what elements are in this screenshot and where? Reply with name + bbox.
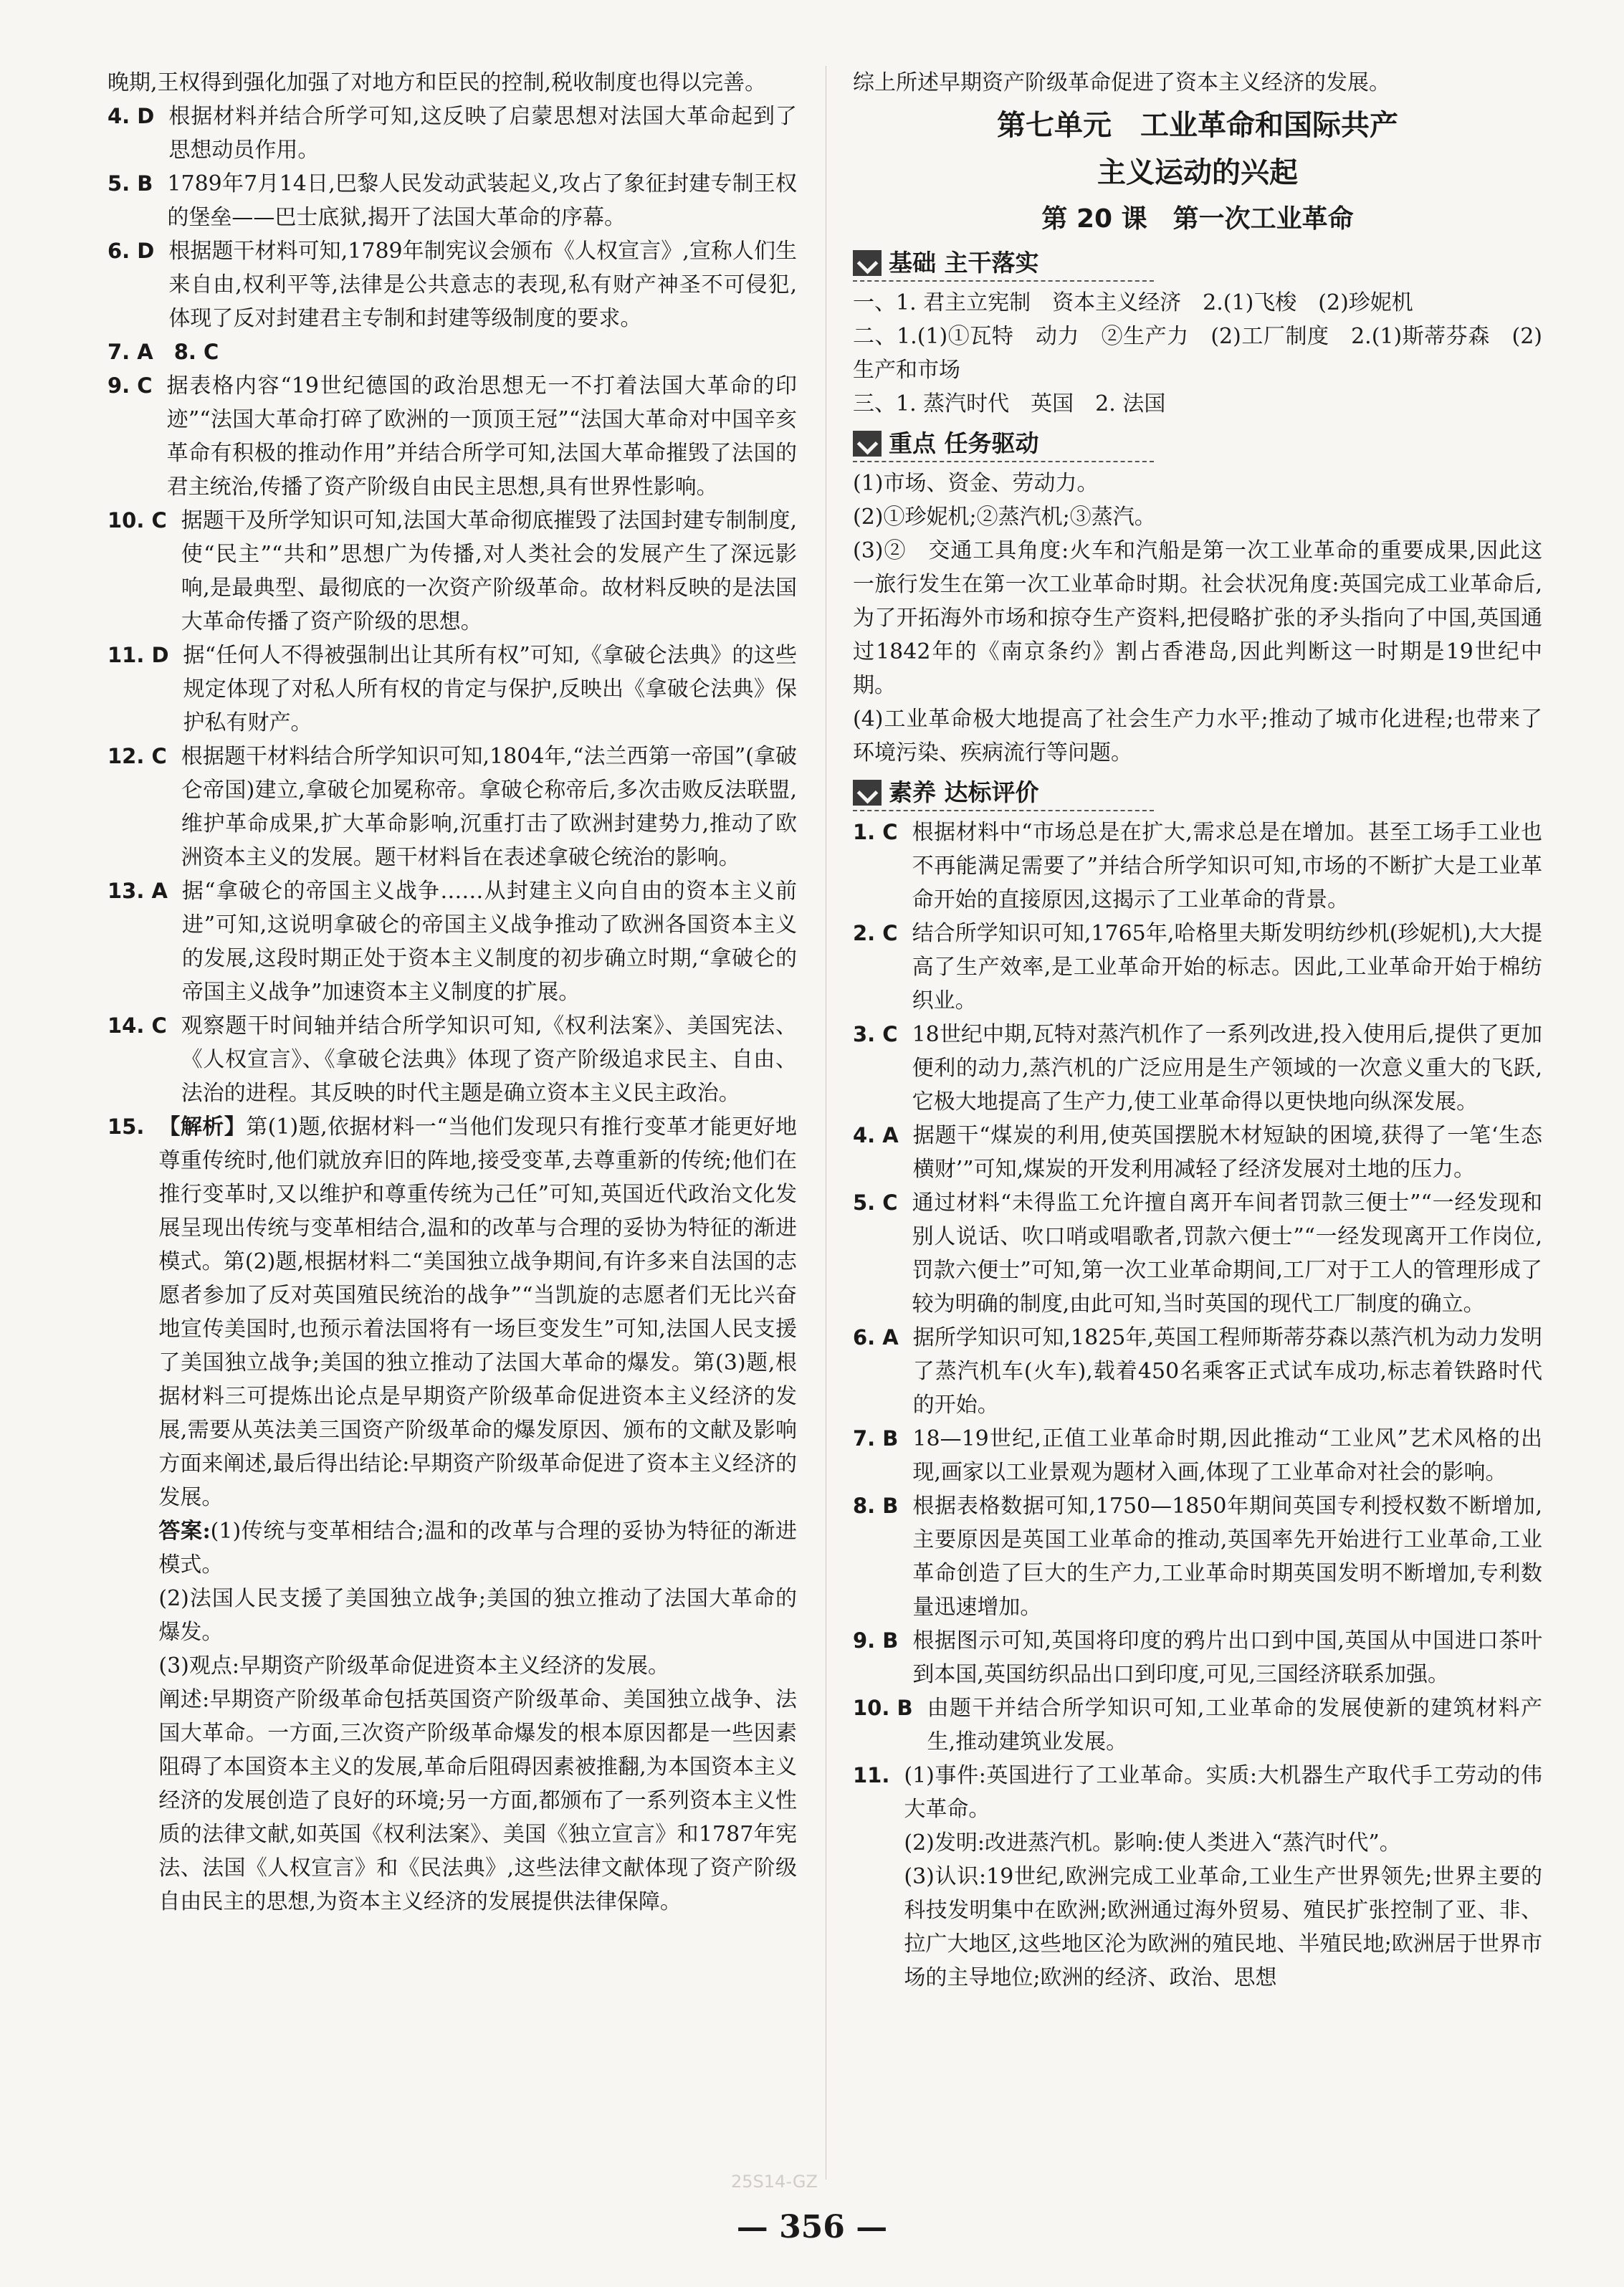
answer-text: 据“拿破仑的帝国主义战争……从封建主义向自由的资本主义前进”可知,这说明拿破仑的帝国主义战争推动了欧洲各国资本主义的发展,这段时期正处于资本主义制度的初步确立时期,“拿破仑的帝国主义战争”加速资本主义制度的扩展。	[181, 879, 797, 1005]
question-number: 8. B	[853, 1494, 899, 1518]
question-number: 5. B	[108, 171, 153, 196]
answer-item	[853, 1018, 1542, 1119]
answer-item	[853, 816, 1542, 917]
question-number: 11.	[853, 1763, 890, 1787]
answer-item	[108, 100, 797, 167]
answer-text: 根据表格数据可知,1750—1850年期间英国专利授权数不断增加,主要原因是英国工业革命的推动,英国率先开始进行工业革命,工业革命创造了巨大的生产力,工业革命时期英国发明不断增加,专利数量迅速增加。	[912, 1494, 1542, 1620]
section-key-points-title: 重点 任务驱动	[889, 429, 1039, 457]
answer-text: 通过材料“未得监工允许擅自离开车间者罚款三便士”“一经发现和别人说话、吹口哨或唱歌者,罚款六便士”“一经发现离开工作岗位,罚款六便士”可知,第一次工业革命期间,工厂对于工人的管理形成了较为明确的制度,由此可知,当时英国的现代工厂制度的确立。	[912, 1190, 1542, 1317]
answer-item	[108, 639, 797, 740]
key-point-line: (1)市场、资金、劳动力。	[853, 471, 1099, 496]
question-number: 10. C	[108, 508, 167, 533]
right-lead-paragraph: 综上所述早期资产阶级革命促进了资本主义经济的发展。	[853, 70, 1390, 95]
question-number: 13. A	[108, 879, 168, 903]
answer-item	[108, 740, 797, 874]
answer-item	[108, 167, 797, 234]
answer-text: 由题干并结合所学知识可知,工业革命的发展使新的建筑材料产生,推动建筑业发展。	[927, 1696, 1542, 1754]
question-number: 14. C	[108, 1013, 167, 1038]
answer-item	[853, 1119, 1542, 1186]
answer-text: 1789年7月14日,巴黎人民发动武装起义,攻占了象征封建专制王权的堡垒——巴士底狱,揭开了法国大革命的序幕。	[167, 171, 797, 230]
check-arrow-icon	[853, 250, 882, 276]
question-number: 10. B	[853, 1696, 913, 1720]
lesson-title: 第 20 课 第一次工业革命	[1041, 204, 1354, 234]
answer-item	[108, 874, 797, 1009]
question-number: 7. A 8. C	[108, 340, 219, 364]
unit-title-line-1: 第七单元 工业革命和国际共产	[997, 109, 1398, 142]
answer-text: 18—19世纪,正值工业革命时期,因此推动“工业风”艺术风格的出现,画家以工业景观为题材入画,体现了工业革命对社会的影响。	[912, 1426, 1542, 1485]
left-lead-paragraph: 晚期,王权得到强化加强了对地方和臣民的控制,税收制度也得以完善。	[108, 70, 767, 95]
section-basics-title: 基础 主干落实	[889, 249, 1039, 277]
answer-text: 据题干及所学知识可知,法国大革命彻底摧毁了法国封建专制制度,使“民主”“共和”思想广为传播,对人类社会的发展产生了深远影响,是最典型、最彻底的一次资产阶级革命。故材料反映的是法国大革命传播了资产阶级的思想。	[181, 508, 797, 634]
analysis-tag: 【解析】	[158, 1114, 247, 1140]
answer-item	[108, 1009, 797, 1110]
section-key-points-content	[853, 467, 1542, 770]
question-15	[108, 1110, 797, 1919]
analysis-text: 第(1)题,依据材料一“当他们发现只有推行变革才能更好地尊重传统时,他们就放弃旧的阵地,接受变革,去尊重新的传统;他们在推行变革时,又以维护和尊重传统为己任”可知,英国近代政治文化发展呈现出传统与变革相结合,温和的改革与合理的妥协为特征的渐进模式。第(2)题,根据材料二“美国独立战争期间,有许多来自法国的志愿者参加了反对英国殖民统治的战争”“当凯旋的志愿者们无比兴奋地宣传美国时,也预示着法国将有一场巨变发生”可知,法国人民支援了美国独立战争;美国的独立推动了法国大革命的爆发。第(3)题,根据材料三可提炼出论点是早期资产阶级革命促进资本主义经济的发展,需要从英法美三国资产阶级革命的爆发原因、颁布的文献及影响方面来阐述,最后得出结论:早期资产阶级革命促进了资本主义经济的发展。	[158, 1114, 797, 1510]
answer-item	[108, 369, 797, 504]
q15-answer-2: (2)法国人民支援了美国独立战争;美国的独立推动了法国大革命的爆发。	[158, 1586, 797, 1645]
q15-answer-1	[158, 1514, 797, 1582]
answer-text: 根据题干材料结合所学知识可知,1804年,“法兰西第一帝国”(拿破仑帝国)建立,拿破仑加冕称帝。拿破仑称帝后,多次击败反法联盟,维护革命成果,扩大革命影响,沉重打击了欧洲封建势力,推动了欧洲资本主义的发展。题干材料旨在表述拿破仑统治的影响。	[181, 744, 797, 870]
check-arrow-icon	[853, 431, 882, 457]
answer-item	[853, 1321, 1542, 1422]
check-arrow-icon	[853, 780, 882, 806]
answer-text: 18世纪中期,瓦特对蒸汽机作了一系列改进,投入使用后,提供了更加便利的动力,蒸汽机的广泛应用是生产领域的一次意义重大的飞跃,它极大地提高了生产力,使工业革命得以更快地向纵深发展。	[912, 1022, 1542, 1114]
answer-text: 根据材料中“市场总是在扩大,需求总是在增加。甚至工场手工业也不再能满足需要了”并结合所学知识可知,市场的不断扩大是工业革命开始的直接原因,这揭示了工业革命的背景。	[912, 820, 1542, 912]
question-number: 5. C	[853, 1190, 898, 1215]
answer-text: 根据图示可知,英国将印度的鸦片出口到中国,英国从中国进口茶叶到本国,英国纺织品出口到印度,可见,三国经济联系加强。	[912, 1628, 1542, 1687]
answer-text: 据题干“煤炭的利用,使英国摆脱木材短缺的困境,获得了一笔‘生态横财’”可知,煤炭的开发利用减轻了经济发展对土地的压力。	[912, 1123, 1542, 1182]
q15-analysis	[158, 1110, 797, 1514]
answer-text: 结合所学知识可知,1765年,哈格里夫斯发明纺纱机(珍妮机),大大提高了生产效率,是工业革命开始的标志。因此,工业革命开始于棉纺织业。	[912, 921, 1542, 1013]
basics-line: 二、1.(1)①瓦特 动力 ②生产力 (2)工厂制度 2.(1)斯蒂芬森 (2)生产和市场	[853, 324, 1542, 383]
section-evaluation-header	[853, 777, 1154, 811]
section-key-points-header	[853, 428, 1154, 462]
q15-answer-3: (3)观点:早期资产阶级革命促进资本主义经济的发展。	[158, 1653, 669, 1679]
question-number: 12. C	[108, 744, 167, 768]
answer-text: 根据材料并结合所学可知,这反映了启蒙思想对法国大革命起到了思想动员作用。	[168, 104, 797, 163]
right-column	[853, 66, 1542, 2179]
answer-item	[108, 504, 797, 639]
question-number: 1. C	[853, 820, 898, 844]
question-11	[853, 1759, 1542, 1995]
q11-line: (2)发明:改进蒸汽机。影响:使人类进入“蒸汽时代”。	[904, 1830, 1401, 1856]
section-basics-content	[853, 286, 1542, 421]
answer-item	[853, 1422, 1542, 1489]
section-basics-header	[853, 247, 1154, 282]
left-answer-list	[108, 100, 797, 1110]
basics-line: 三、1. 蒸汽时代 英国 2. 法国	[853, 391, 1166, 416]
answer-item	[108, 234, 797, 335]
answer-item	[853, 1489, 1542, 1624]
question-number: 7. B	[853, 1426, 899, 1451]
question-number: 9. C	[108, 373, 153, 398]
q11-line: (1)事件:英国进行了工业革命。实质:大机器生产取代手工劳动的伟大革命。	[904, 1763, 1542, 1822]
answer-item	[108, 335, 797, 369]
question-number: 4. D	[108, 104, 155, 128]
answer-item	[853, 1624, 1542, 1691]
key-point-line: (4)工业革命极大地提高了社会生产力水平;推动了城市化进程;也带来了环境污染、疾病流行等问题。	[853, 707, 1542, 765]
answer-label: 答案:	[158, 1519, 211, 1544]
question-number: 11. D	[108, 643, 169, 667]
question-number: 6. A	[853, 1325, 899, 1350]
answer-1-text: (1)传统与变革相结合;温和的改革与合理的妥协为特征的渐进模式。	[158, 1519, 797, 1577]
question-number: 6. D	[108, 239, 155, 263]
basics-line: 一、1. 君主立宪制 资本主义经济 2.(1)飞梭 (2)珍妮机	[853, 290, 1413, 315]
answer-text: 据表格内容“19世纪德国的政治思想无一不打着法国大革命的印迹”“法国大革命打碎了欧洲的一顶顶王冠”“法国大革命对中国辛亥革命有积极的推动作用”并结合所学可知,法国大革命摧毁了法国的君主统治,传播了资产阶级自由民主思想,具有世界性影响。	[166, 373, 797, 500]
unit-title-line-2: 主义运动的兴起	[1097, 156, 1298, 189]
page-number: — 356 —	[736, 2209, 888, 2245]
answer-text: 据“任何人不得被强制出让其所有权”可知,《拿破仑法典》的这些规定体现了对私人所有权的肯定与保护,反映出《拿破仑法典》保护私有财产。	[183, 643, 797, 735]
q11-line: (3)认识:19世纪,欧洲完成工业革命,工业生产世界领先;世界主要的科技发明集中在欧洲;欧洲通过海外贸易、殖民扩张控制了亚、非、拉广大地区,这些地区沦为欧洲的殖民地、半殖民地;欧洲居于世界市场的主导地位;欧洲的经济、政治、思想	[904, 1864, 1542, 1990]
question-number: 15.	[108, 1114, 145, 1139]
question-number: 9. B	[853, 1628, 899, 1653]
question-number: 3. C	[853, 1022, 898, 1046]
answer-text: 观察题干时间轴并结合所学知识可知,《权利法案》、美国宪法、《人权宣言》、《拿破仑法典》体现了资产阶级追求民主、自由、法治的进程。其反映的时代主题是确立资本主义民主政治。	[181, 1013, 797, 1106]
question-number: 4. A	[853, 1123, 899, 1147]
watermark-stamp: 25S14-GZ	[731, 2172, 818, 2192]
left-column	[108, 66, 797, 2179]
question-number: 2. C	[853, 921, 898, 945]
answer-item	[853, 917, 1542, 1018]
key-point-line: (3)② 交通工具角度:火车和汽船是第一次工业革命的重要成果,因此这一旅行发生在第一次工业革命时期。社会状况角度:英国完成工业革命后,为了开拓海外市场和掠夺生产资料,把侵略扩张的矛头指向了中国,英国通过1842年的《南京条约》割占香港岛,因此判断这一时期是19世纪中期。	[853, 538, 1542, 698]
answer-item	[853, 1186, 1542, 1321]
section-evaluation-title: 素养 达标评价	[889, 778, 1039, 806]
answer-item	[853, 1691, 1542, 1759]
answer-text: 据所学知识可知,1825年,英国工程师斯蒂芬森以蒸汽机为动力发明了蒸汽机车(火车),载着450名乘客正式试车成功,标志着铁路时代的开始。	[912, 1325, 1542, 1418]
key-point-line: (2)①珍妮机;②蒸汽机;③蒸汽。	[853, 505, 1156, 530]
q15-answer-4: 阐述:早期资产阶级革命包括英国资产阶级革命、美国独立战争、法国大革命。一方面,三次资产阶级革命爆发的根本原因都是一些因素阻碍了本国资本主义的发展,革命后阻碍因素被推翻,为本国资本主义经济的发展创造了良好的环境;另一方面,都颁布了一系列资本主义性质的法律文献,如英国《权利法案》、美国《独立宣言》和1787年宪法、法国《人权宣言》和《民法典》,这些法律文献体现了资产阶级自由民主的思想,为资本主义经济的发展提供法律保障。	[158, 1687, 797, 1914]
right-answer-list	[853, 816, 1542, 1759]
answer-text: 根据题干材料可知,1789年制宪议会颁布《人权宣言》,宣称人们生来自由,权利平等,法律是公共意志的表现,私有财产神圣不可侵犯,体现了反对封建君主专制和封建等级制度的要求。	[168, 239, 797, 331]
